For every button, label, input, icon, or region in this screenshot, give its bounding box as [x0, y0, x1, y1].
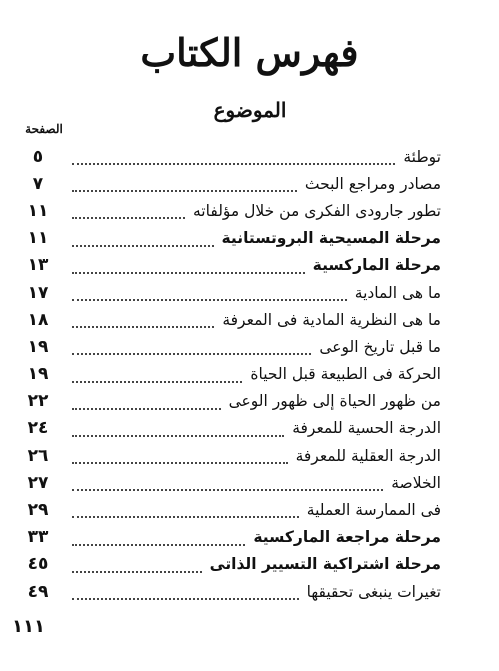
- toc-entry-label: تغيرات ينبغى تحقيقها: [306, 582, 441, 601]
- toc-list: [0, 143, 499, 605]
- dot-leader: [72, 559, 202, 573]
- toc-entry-page: ١٧: [27, 282, 49, 303]
- toc-entry: [0, 388, 499, 415]
- dot-leader: [72, 423, 284, 437]
- toc-entry: [0, 197, 499, 224]
- toc-entry-label: تطور جارودى الفكرى من خلال مؤلفاته: [193, 201, 441, 220]
- toc-entry: [0, 225, 499, 252]
- dot-leader: [72, 205, 185, 219]
- dot-leader: [72, 233, 214, 247]
- toc-entry-page: ٢٢: [27, 391, 49, 412]
- toc-entry-page: ٧: [32, 173, 44, 194]
- toc-entry-label: مرحلة المسيحية البروتستانية: [221, 229, 441, 248]
- toc-entry-label: مصادر ومراجع البحث: [304, 174, 441, 193]
- toc-entry: [0, 551, 499, 578]
- toc-entry: [0, 143, 499, 170]
- toc-entry: [0, 306, 499, 333]
- dot-leader: [72, 369, 242, 383]
- toc-entry: [0, 496, 499, 523]
- toc-entry: [0, 170, 499, 197]
- toc-entry-label: الحركة فى الطبيعة قبل الحياة: [250, 365, 441, 384]
- toc-entry-page: ١١: [27, 228, 49, 249]
- toc-entry-page: ٢٩: [27, 500, 49, 521]
- toc-entry-page: ٣٣: [27, 527, 49, 548]
- dot-leader: [72, 396, 221, 410]
- toc-entry: [0, 333, 499, 360]
- toc-entry: [0, 469, 499, 496]
- toc-entry: [0, 252, 499, 279]
- toc-entry: [0, 578, 499, 605]
- toc-entry: [0, 279, 499, 306]
- toc-entry-label: الدرجة الحسية للمعرفة: [292, 419, 441, 438]
- dot-leader: [72, 260, 305, 274]
- toc-entry-label: الدرجة العقلية للمعرفة: [295, 446, 441, 465]
- toc-entry-page: ٤٩: [27, 581, 49, 602]
- toc-entry-page: ٥: [32, 146, 44, 167]
- dot-leader: [72, 314, 214, 328]
- dot-leader: [72, 178, 297, 192]
- toc-entry-label: ما قبل تاريخ الوعى: [319, 337, 441, 356]
- toc-entry-label: توطئة: [403, 147, 441, 166]
- toc-entry-page: ٢٦: [27, 445, 49, 466]
- toc-entry-page: ٤٥: [27, 554, 49, 575]
- dot-leader: [72, 504, 299, 518]
- toc-entry-label: الخلاصة: [391, 473, 441, 492]
- toc-entry-label: مرحلة اشتراكية التسيير الذاتى: [209, 555, 441, 574]
- toc-entry-label: من ظهور الحياة إلى ظهور الوعى: [228, 392, 441, 411]
- toc-entry-page: ١٨: [27, 309, 49, 330]
- toc-entry-label: فى الممارسة العملية: [306, 501, 441, 520]
- toc-entry: [0, 361, 499, 388]
- dot-leader: [72, 477, 383, 491]
- toc-entry-page: ٢٤: [27, 418, 49, 439]
- toc-entry-label: ما هى المادية: [354, 283, 441, 302]
- toc-entry-label: ما هى النظرية المادية فى المعرفة: [222, 310, 441, 329]
- toc-entry-page: ١٩: [27, 336, 49, 357]
- dot-leader: [72, 586, 299, 600]
- page-number: ١١١: [12, 616, 45, 637]
- dot-leader: [72, 341, 311, 355]
- toc-entry-page: ١٩: [27, 364, 49, 385]
- toc-entry: [0, 524, 499, 551]
- toc-entry-page: ١٣: [27, 255, 49, 276]
- page-column-header: الصفحة: [25, 122, 63, 136]
- toc-entry-label: مرحلة مراجعة الماركسية: [253, 528, 441, 547]
- toc-entry-label: مرحلة الماركسية: [312, 256, 441, 275]
- topic-column-header: الموضوع: [213, 98, 287, 122]
- toc-entry: [0, 442, 499, 469]
- dot-leader: [72, 532, 245, 546]
- dot-leader: [72, 450, 288, 464]
- toc-entry-page: ٢٧: [27, 472, 49, 493]
- dot-leader: [72, 151, 395, 165]
- toc-entry-page: ١١: [27, 200, 49, 221]
- toc-entry: [0, 415, 499, 442]
- page-title: فهرس الكتاب: [140, 30, 359, 75]
- dot-leader: [72, 287, 347, 301]
